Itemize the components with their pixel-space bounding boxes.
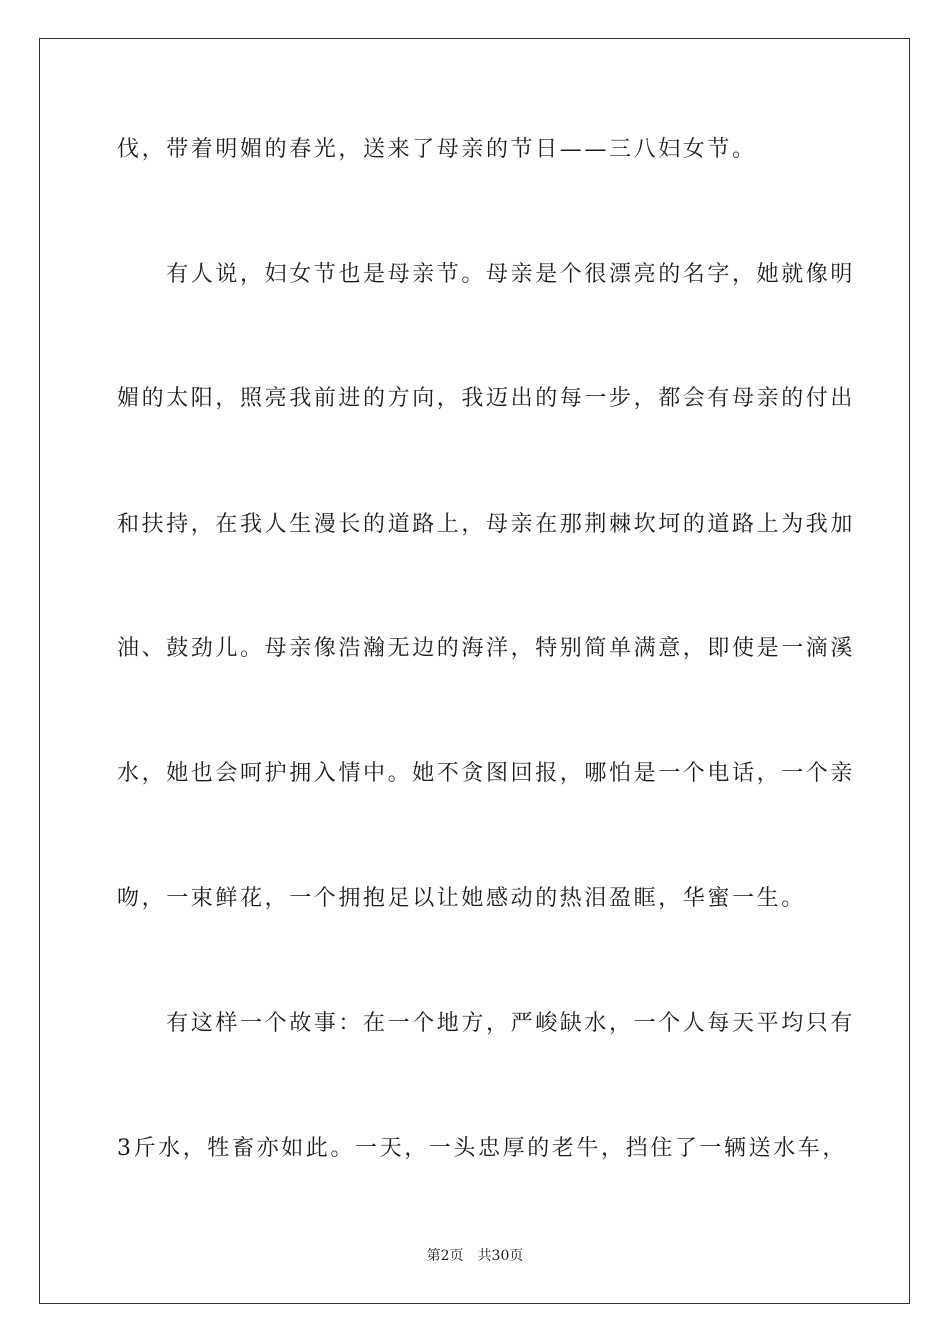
paragraph-line: 有这样一个故事：在一个地方，严峻缺水，一个人每天平均只有	[117, 1011, 856, 1036]
paragraph-line: 吻，一束鲜花，一个拥抱足以让她感动的热泪盈眶，华蜜一生。	[117, 886, 806, 911]
paragraph-line: 媚的太阳，照亮我前进的方向，我迈出的每一步，都会有母亲的付出	[117, 386, 856, 411]
paragraph-line: 油、鼓劲儿。母亲像浩瀚无边的海洋，特别简单满意，即使是一滴溪	[117, 636, 856, 661]
paragraph-line: 和扶持，在我人生漫长的道路上，母亲在那荆棘坎坷的道路上为我加	[117, 512, 856, 537]
paragraph-line: 有人说，妇女节也是母亲节。母亲是个很漂亮的名字，她就像明	[117, 262, 856, 287]
page-frame	[39, 38, 910, 1304]
paragraph-line: 水，她也会呵护拥入情中。她不贪图回报，哪怕是一个电话，一个亲	[117, 761, 856, 786]
page-number-footer: 第2页 共30页	[426, 1248, 524, 1264]
paragraph-line: 3斤水，牲畜亦如此。一天，一头忠厚的老牛，挡住了一辆送水车，	[117, 1136, 847, 1161]
paragraph-line: 伐，带着明媚的春光，送来了母亲的节日——三八妇女节。	[117, 137, 757, 162]
